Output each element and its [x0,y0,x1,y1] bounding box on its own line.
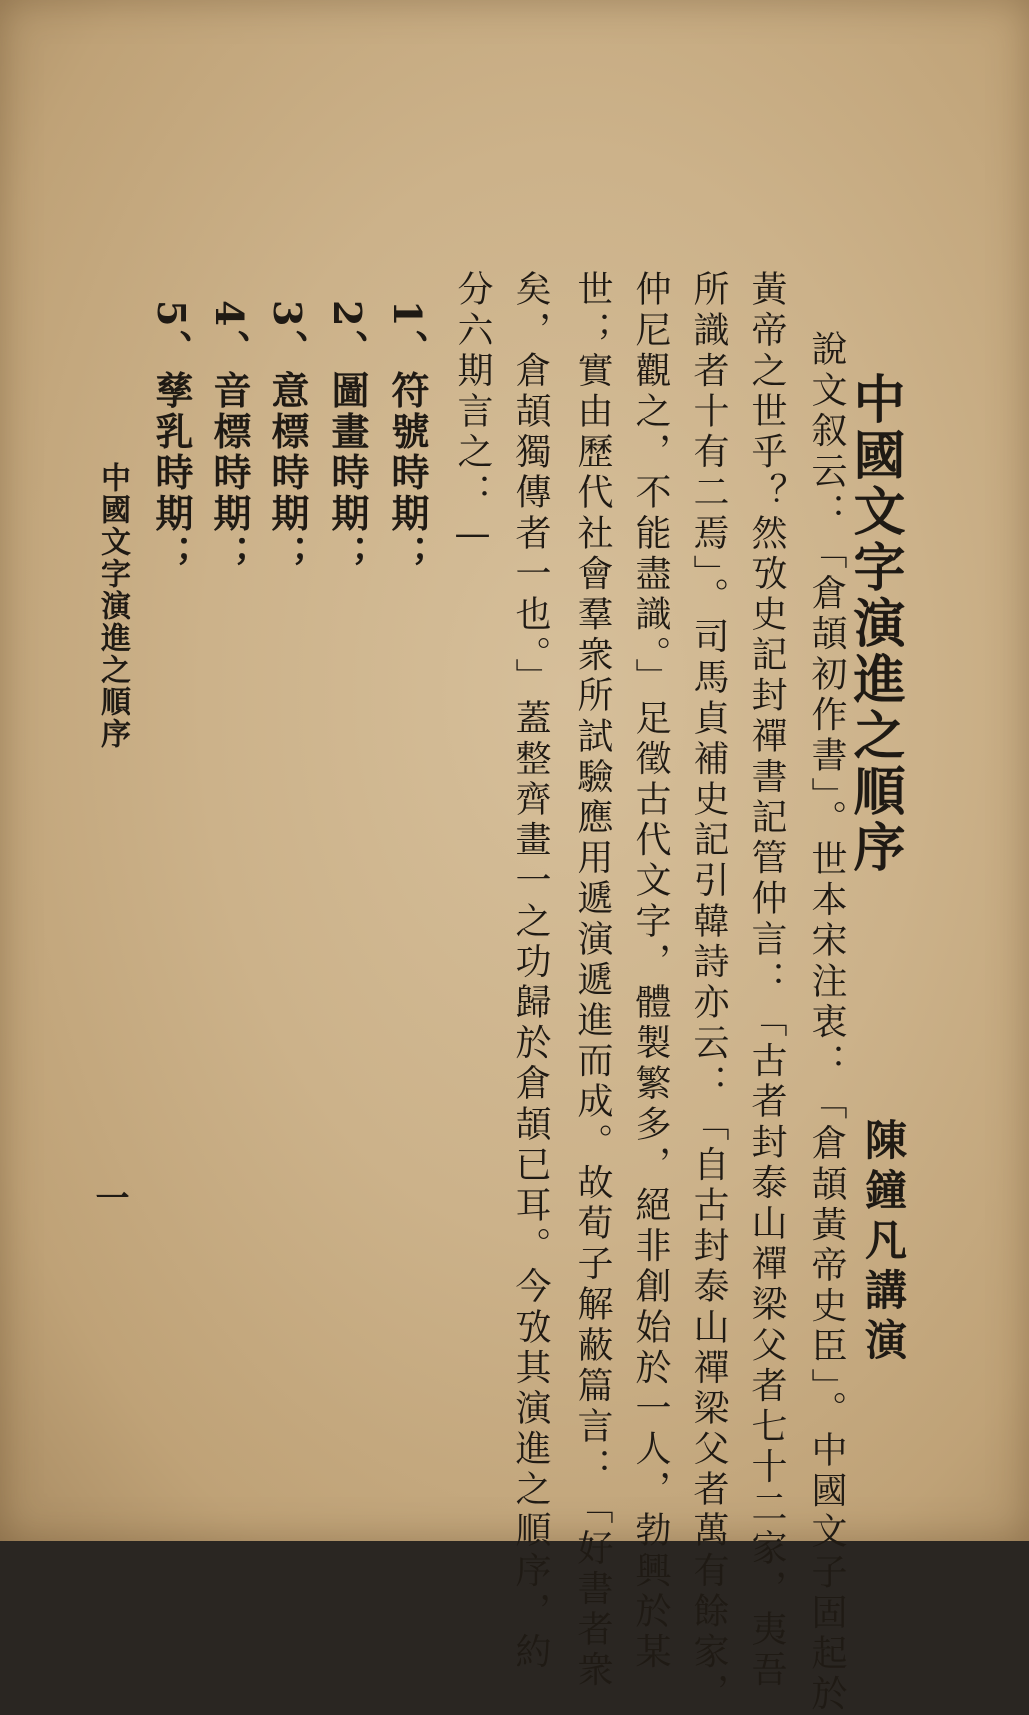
body-column-3: 所識者十有二焉」。司馬貞補史記引韓詩亦云：「自古封泰山禪梁父者萬有餘家， [688,270,729,1714]
body-column-1: 說文叙云：「倉頡初作書」。世本宋注衷：「倉頡黃帝史臣」。中國文子固起於 [806,330,847,1715]
list-item [385,300,430,576]
page-number: 一 [89,1180,129,1214]
list-item-label: 意標時期； [265,370,310,576]
list-item-label: 圖畫時期； [325,370,370,576]
body-column-4: 仲尼觀之，不能盡識。」足徵古代文字，體製繁多，絕非創始於一人，勃興於某 [630,270,671,1673]
page-title: 中國文字演進之順序 [844,372,905,876]
body-column-6: 矣，倉頡獨傳者一也。」蓋整齊畫一之功歸於倉頡已耳。今攷其演進之順序，約 [510,270,551,1673]
list-item [149,300,194,576]
list-item-number: 3、 [265,300,310,371]
list-item-number: 5、 [149,300,194,371]
list-item [325,300,370,576]
list-item-label: 孳乳時期； [149,370,194,576]
body-column-7: 分六期言之：— [452,270,493,560]
list-item [265,300,310,576]
list-item-number: 1、 [385,300,430,371]
list-item-number: 2、 [325,300,370,371]
body-column-5: 世；實由歷代社會羣衆所試驗應用遞演遞進而成。故荀子解蔽篇言：「好書者衆 [572,270,613,1691]
author-byline: 陳鐘凡講演 [859,1118,908,1368]
list-item-label: 音標時期； [207,370,252,576]
list-item [207,300,252,576]
running-title: 中國文字演進之順序 [95,462,130,750]
list-item-label: 符號時期； [385,370,430,576]
body-column-2: 黃帝之世乎？然攷史記封禪書記管仲言：「古者封泰山禪梁父者七十二家，夷吾 [746,270,787,1691]
list-item-number: 4、 [207,300,252,371]
